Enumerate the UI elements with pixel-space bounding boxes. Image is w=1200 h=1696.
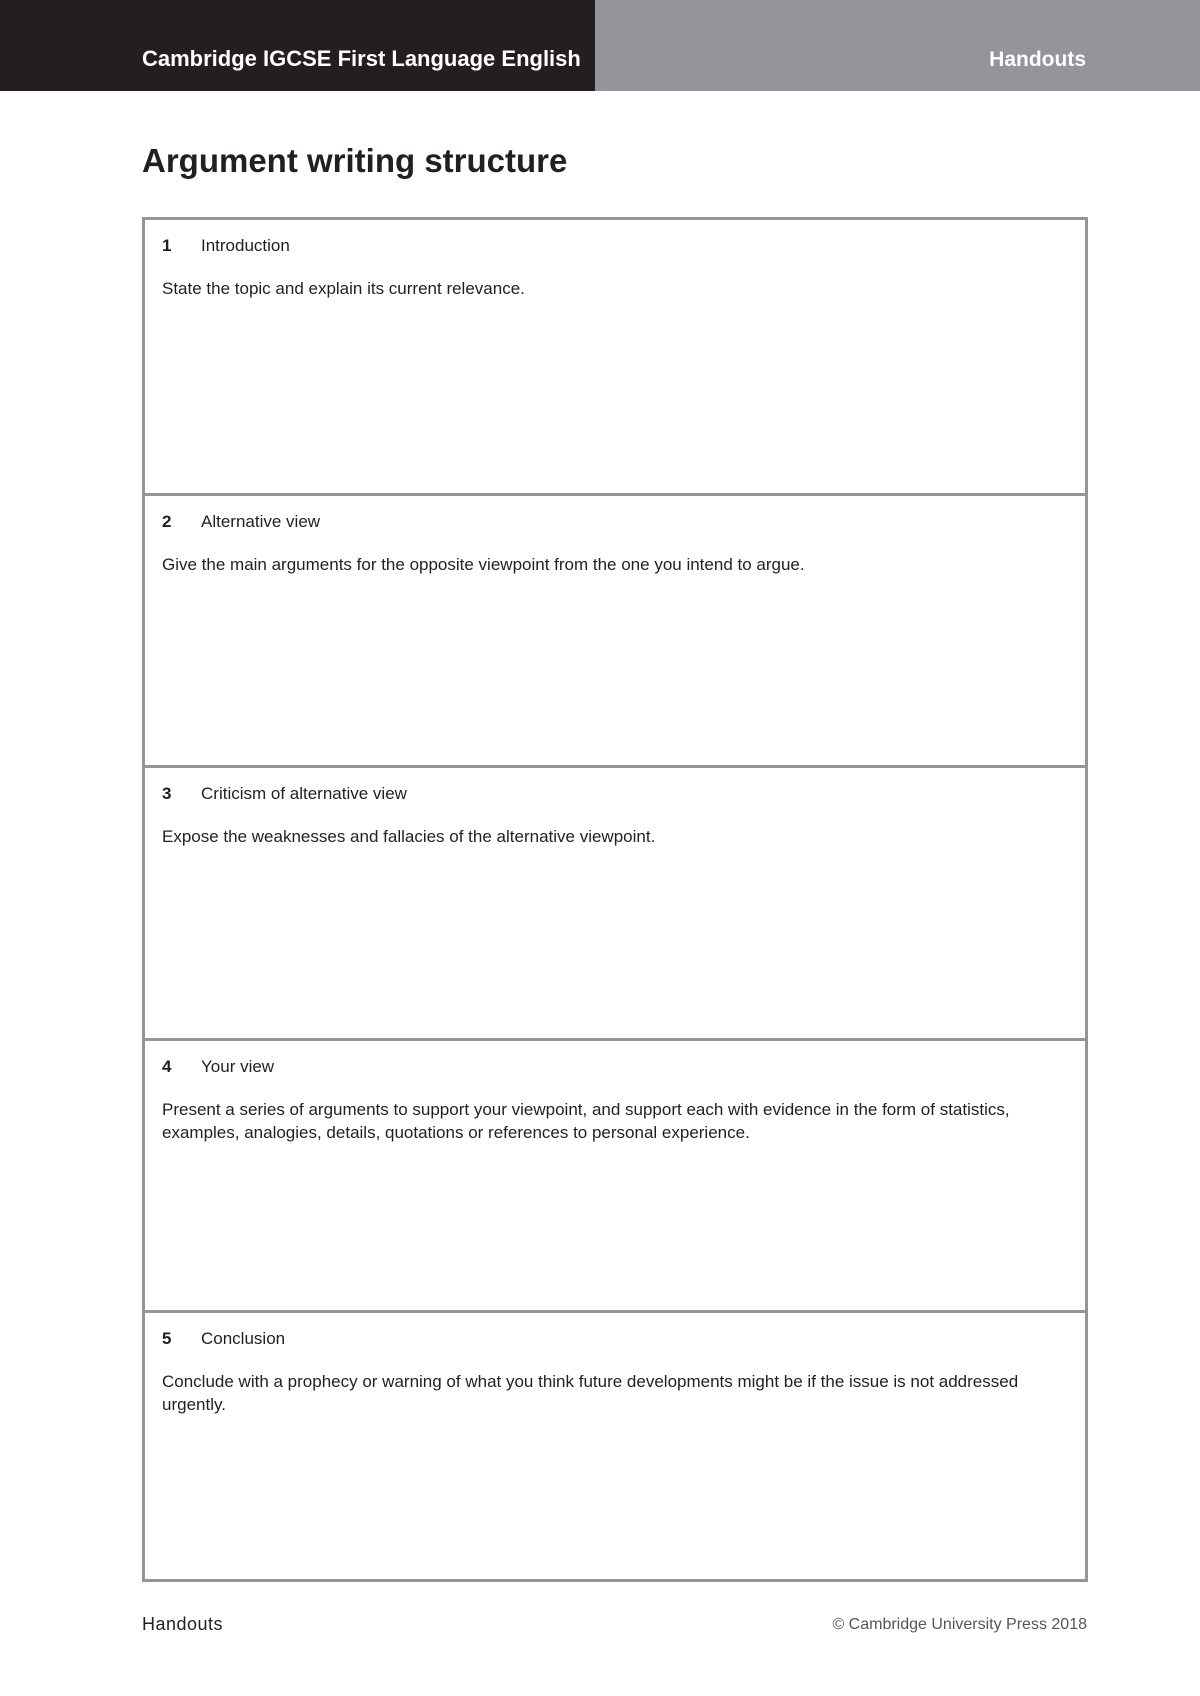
worksheet-section-alternative-view[interactable] <box>145 493 1085 766</box>
section-number: 3 <box>162 784 172 804</box>
section-number: 4 <box>162 1056 172 1076</box>
worksheet-section-conclusion[interactable] <box>145 1310 1085 1583</box>
section-number: 2 <box>162 511 172 531</box>
section-description: Give the main arguments for the opposite viewpoint from the one you intend to argue. <box>162 554 805 574</box>
worksheet-section-introduction[interactable] <box>145 220 1085 493</box>
section-heading <box>162 1329 285 1349</box>
footer-copyright: © Cambridge University Press 2018 <box>832 1616 1087 1633</box>
footer-section-label: Handouts <box>142 1614 224 1634</box>
worksheet-section-your-view[interactable] <box>145 1038 1085 1311</box>
section-heading <box>162 512 320 532</box>
header-grey-band <box>595 0 1200 91</box>
section-title: Your view <box>201 1056 275 1076</box>
section-description: Present a series of arguments to support your viewpoint, and support each with evidence in the form of statistics, examples, analogies, details, quotations or references to personal experience. <box>162 1099 1010 1142</box>
page-title: Argument writing structure <box>142 142 568 179</box>
section-title: Conclusion <box>201 1329 286 1349</box>
header-section-label: Handouts <box>989 48 1086 71</box>
section-heading <box>162 1057 274 1077</box>
header-book-title: Cambridge IGCSE First Language English <box>142 46 581 71</box>
section-title: Alternative view <box>201 511 321 531</box>
section-title: Criticism of alternative view <box>201 784 407 804</box>
section-heading <box>162 784 407 804</box>
page-header <box>0 0 1200 91</box>
worksheet-section-criticism[interactable] <box>145 765 1085 1038</box>
section-description: Conclude with a prophecy or warning of what you think future developments might be if the issue is not addressed urgently. <box>162 1372 1019 1415</box>
worksheet-table <box>142 217 1088 1582</box>
section-description: Expose the weaknesses and fallacies of the alternative viewpoint. <box>162 827 656 847</box>
section-description: State the topic and explain its current relevance. <box>162 279 525 298</box>
section-number: 5 <box>162 1329 172 1349</box>
section-number: 1 <box>162 236 172 255</box>
section-title: Introduction <box>201 236 290 255</box>
section-heading <box>162 236 290 256</box>
